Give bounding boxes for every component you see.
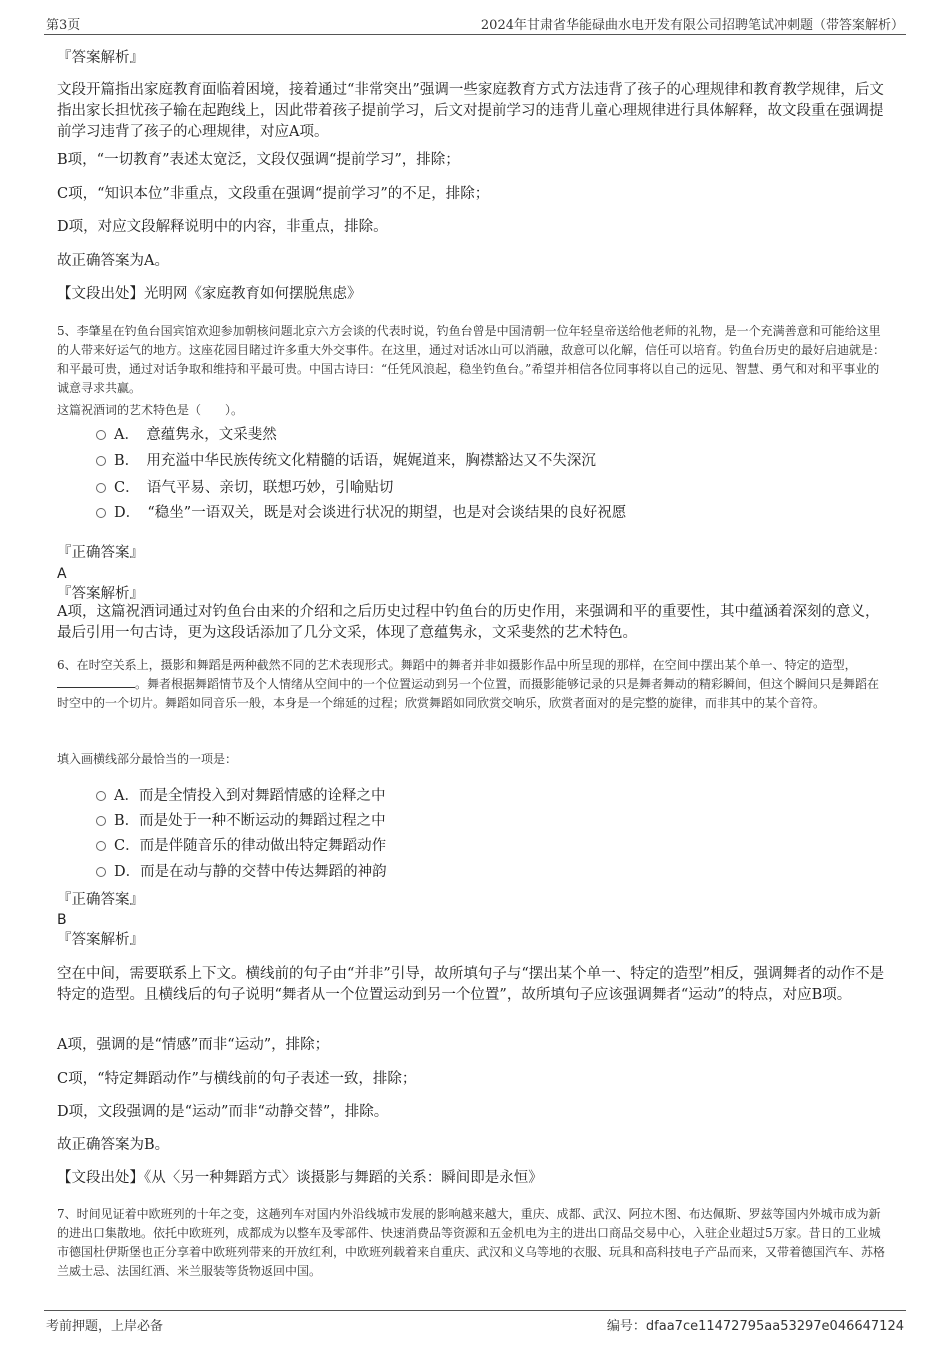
q4-option-d-explanation: D项，对应文段解释说明中的内容，非重点，排除。 — [57, 219, 388, 235]
q5-option-c[interactable]: C． 语气平易、亲切，联想巧妙，引喻贴切 — [96, 478, 393, 498]
q6-option-c[interactable]: C．而是伴随音乐的律动做出特定舞蹈动作 — [96, 836, 386, 856]
radio-icon[interactable] — [96, 867, 106, 877]
q6-source: 【文段出处】《从〈另一种舞蹈方式〉谈摄影与舞蹈的关系：瞬间即是永恒》 — [57, 1170, 543, 1186]
radio-icon[interactable] — [96, 791, 106, 801]
document-title: 2024年甘肃省华能碌曲水电开发有限公司招聘笔试冲刺题（带答案解析） — [480, 18, 904, 33]
q5-question: 这篇祝酒词的艺术特色是（ ）。 — [57, 403, 244, 417]
page-header — [44, 12, 906, 35]
q6-conclusion: 故正确答案为B。 — [57, 1137, 170, 1153]
q6-option-d[interactable]: D．而是在动与静的交替中传达舞蹈的神韵 — [96, 862, 387, 882]
radio-icon[interactable] — [96, 508, 106, 518]
radio-icon[interactable] — [96, 841, 106, 851]
q6-option-a[interactable]: A．而是全情投入到对舞蹈情感的诠释之中 — [96, 786, 385, 806]
q6-option-b[interactable]: B．而是处于一种不断运动的舞蹈过程之中 — [96, 811, 386, 831]
radio-icon[interactable] — [96, 816, 106, 826]
q6-option-a-explanation: A项，强调的是“情感”而非“运动”，排除； — [57, 1037, 330, 1053]
q4-source: 【文段出处】光明网《家庭教育如何摆脱焦虑》 — [57, 286, 362, 302]
answer-blank — [57, 687, 135, 688]
radio-icon[interactable] — [96, 456, 106, 466]
q4-option-c-explanation: C项，“知识本位”非重点，文段重在强调“提前学习”的不足，排除； — [57, 186, 490, 202]
document-serial: 编号：dfaa7ce11472795aa53297e046647124 — [606, 1319, 904, 1334]
q5-option-d[interactable]: D． “稳坐”一语双关，既是对会谈进行状况的期望，也是对会谈结果的良好祝愿 — [96, 503, 626, 523]
q5-answer-label: 『正确答案』 — [57, 545, 144, 561]
q7-stem: 7、时间见证着中欧班列的十年之变，这趟列车对国内外沿线城市发展的影响越来越大，重庆、成都、武汉、阿拉木图、布达佩斯、罗兹等国内外城市成为新的进出口集散地。依托中欧班列，成都成为以整车及零部件、快速消费品等资源和五金机电为主的进出口商品交易中心，入驻企业超过5万家。昔日的工业城市德国杜伊斯堡也正分享着中欧班列带来的开放红利，中欧班列载着来自重庆、武汉和义乌等地的衣服、玩具和高科技电子产品而来，又带着德国汽车、苏格兰威士忌、法国红酒、米兰服装等货物返回中国。 — [57, 1207, 886, 1278]
q6-option-c-explanation: C项，“特定舞蹈动作”与横线前的句子表述一致，排除； — [57, 1071, 417, 1087]
page-number: 第3页 — [46, 18, 81, 33]
q6-answer-label: 『正确答案』 — [57, 892, 144, 908]
q4-option-b-explanation: B项，“一切教育”表述太宽泛，文段仅强调“提前学习”，排除； — [57, 152, 460, 168]
footer-slogan: 考前押题，上岸必备 — [46, 1319, 164, 1334]
q6-analysis-text: 空在中间，需要联系上下文。横线前的句子由“并非”引导，故所填句子与“摆出某个单一、特定的造型”相反，强调舞者的动作不是特定的造型。且横线后的句子说明“舞者从一个位置运动到另一个位置”，故所填句子应该强调舞者“运动”的特点，对应B项。 — [57, 966, 885, 1003]
q4-analysis-text: 文段开篇指出家庭教育面临着困境，接着通过“非常突出”强调一些家庭教育方式方法违背了孩子的心理规律和教育教学规律，后文指出家长担忧孩子输在起跑线上，因此带着孩子提前学习，后文对提前学习的违背儿童心理规律进行具体解释，故文段重在强调提前学习违背了孩子的心理规律，对应A项。 — [57, 82, 884, 140]
q5-stem: 5、李肇星在钓鱼台国宾馆欢迎参加朝核问题北京六方会谈的代表时说，钓鱼台曾是中国清朝一位年轻皇帝送给他老师的礼物，是一个充满善意和可能给这里的人带来好运气的地方。这座花园目睹过许多重大外交事件。在这里，通过对话冰山可以消融，敌意可以化解，信任可以培育。钓鱼台历史的最好启迪就是：和平最可贵，通过对话争取和维持和平最可贵。中国古诗曰：“任凭风浪起，稳坐钓鱼台。”希望并相信各位同事将以自己的远见、智慧、勇气和对和平事业的诚意寻求共赢。 — [57, 324, 886, 395]
page-footer — [44, 1310, 906, 1333]
q5-option-a[interactable]: A． 意蕴隽永，文采斐然 — [96, 425, 277, 445]
q6-answer: B — [57, 912, 67, 928]
q5-option-b[interactable]: B． 用充溢中华民族传统文化精髓的话语，娓娓道来，胸襟豁达又不失深沉 — [96, 451, 596, 471]
q5-analysis-text: A项，这篇祝酒词通过对钓鱼台由来的介绍和之后历史过程中钓鱼台的历史作用，来强调和平的重要性，其中蕴涵着深刻的意义，最后引用一句古诗，更为这段话添加了几分文采，体现了意蕴隽永，文采斐然的艺术特色。 — [57, 604, 880, 641]
radio-icon[interactable] — [96, 430, 106, 440]
q6-analysis-label: 『答案解析』 — [57, 932, 144, 948]
q6-question: 填入画横线部分最恰当的一项是： — [57, 752, 238, 766]
q5-analysis-label: 『答案解析』 — [57, 586, 144, 602]
q4-conclusion: 故正确答案为A。 — [57, 253, 169, 269]
q5-answer: A — [57, 566, 67, 582]
q6-option-d-explanation: D项，文段强调的是“运动”而非“动静交替”，排除。 — [57, 1104, 389, 1120]
q6-stem: 6、在时空关系上，摄影和舞蹈是两种截然不同的艺术表现形式。舞蹈中的舞者并非如摄影作品中所呈现的那样，在空间中摆出某个单一、特定的造型，。舞者根据舞蹈情节及个人情绪从空间中的一个位置运动到另一个位置，而摄影能够记录的只是舞者舞动的精彩瞬间，但这个瞬间只是舞蹈在时空中的一个切片。舞蹈如同音乐一般，本身是一个绵延的过程；欣赏舞蹈如同欣赏交响乐，欣赏者面对的是完整的旋律，而非其中的某个音符。 — [57, 658, 880, 710]
radio-icon[interactable] — [96, 483, 106, 493]
q4-analysis-label: 『答案解析』 — [57, 50, 144, 66]
